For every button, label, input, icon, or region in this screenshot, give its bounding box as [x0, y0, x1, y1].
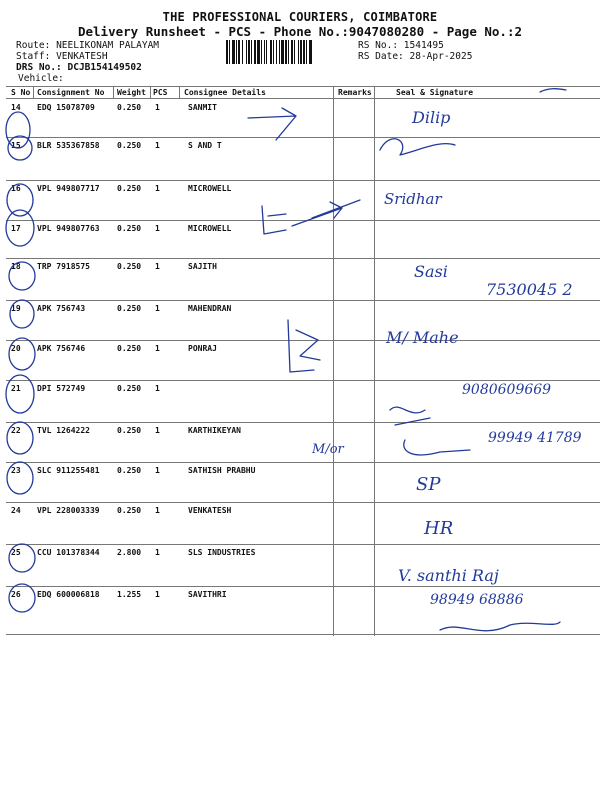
- handwritten-signature: Sasi: [414, 262, 448, 281]
- cell-consignee: PONRAJ: [188, 344, 217, 353]
- row-rule: [6, 258, 600, 259]
- col-header-remarks: Remarks: [338, 88, 372, 97]
- cell-weight: 0.250: [117, 466, 142, 475]
- row-rule: [6, 544, 600, 545]
- col-header-consignment: Consignment No: [37, 88, 105, 97]
- cell-pcs: 1: [155, 103, 160, 112]
- cell-consignee: MICROWELL: [188, 184, 232, 193]
- cell-sno: 25: [11, 548, 21, 557]
- cell-consignee: S AND T: [188, 141, 222, 150]
- col-divider: [33, 86, 34, 98]
- handwritten-phone: 9080609669: [462, 382, 552, 398]
- cell-sno: 21: [11, 384, 21, 393]
- cell-consignment: EDQ 600006818: [37, 590, 100, 599]
- cell-weight: 2.800: [117, 548, 142, 557]
- rs-date-label: RS Date:: [358, 51, 404, 62]
- rs-no-value: 1541495: [403, 40, 444, 51]
- cell-consignee: SATHISH PRABHU: [188, 466, 256, 475]
- handwritten-signature: SP: [416, 474, 441, 495]
- cell-pcs: 1: [155, 224, 160, 233]
- drs-value: DCJB154149502: [67, 62, 142, 73]
- rs-no-label: RS No.:: [358, 40, 399, 51]
- handwritten-signature: V. santhi Raj: [398, 566, 499, 585]
- cell-pcs: 1: [155, 184, 160, 193]
- handwritten-signature: Sridhar: [384, 190, 442, 208]
- row-rule: [6, 137, 600, 138]
- cell-consignment: APK 756743: [37, 304, 86, 313]
- cell-weight: 0.250: [117, 344, 142, 353]
- handwritten-signature: Dilip: [412, 108, 451, 127]
- rs-date-line: [358, 51, 472, 62]
- cell-weight: 0.250: [117, 184, 142, 193]
- col-divider: [113, 86, 114, 98]
- route-line: [16, 40, 159, 51]
- handwritten-signature: HR: [424, 518, 454, 539]
- cell-pcs: 1: [155, 384, 160, 393]
- col-header-pcs: PCS: [153, 88, 168, 97]
- cell-consignment: DPI 572749: [37, 384, 86, 393]
- cell-weight: 0.250: [117, 224, 142, 233]
- row-rule: [6, 220, 600, 221]
- cell-pcs: 1: [155, 262, 160, 271]
- table-top-rule: [6, 86, 600, 87]
- row-rule: [6, 340, 600, 341]
- header-bottom-rule: [6, 98, 600, 99]
- col-divider-remarks: [333, 86, 334, 636]
- cell-pcs: 1: [155, 466, 160, 475]
- handwritten-phone: 7530045 2: [486, 280, 573, 299]
- col-divider: [150, 86, 151, 98]
- cell-consignment: VPL 949807763: [37, 224, 100, 233]
- drs-line: [16, 62, 142, 73]
- staff-value: VENKATESH: [56, 51, 108, 62]
- cell-pcs: 1: [155, 141, 160, 150]
- drs-label: DRS No.:: [16, 62, 62, 73]
- cell-pcs: 1: [155, 304, 160, 313]
- cell-sno: 20: [11, 344, 21, 353]
- handwritten-phone: 98949 68886: [430, 592, 524, 608]
- cell-weight: 0.250: [117, 426, 142, 435]
- cell-consignee: KARTHIKEYAN: [188, 426, 241, 435]
- cell-sno: 19: [11, 304, 21, 313]
- barcode: [226, 40, 354, 64]
- staff-line: [16, 51, 108, 62]
- cell-weight: 0.250: [117, 262, 142, 271]
- cell-consignee: SAVITHRI: [188, 590, 227, 599]
- cell-pcs: 1: [155, 344, 160, 353]
- cell-weight: 1.255: [117, 590, 142, 599]
- cell-consignment: BLR 535367858: [37, 141, 100, 150]
- row-rule: [6, 502, 600, 503]
- cell-consignment: VPL 228003339: [37, 506, 100, 515]
- cell-pcs: 1: [155, 590, 160, 599]
- cell-sno: 23: [11, 466, 21, 475]
- cell-sno: 14: [11, 103, 21, 112]
- cell-sno: 24: [11, 506, 21, 515]
- cell-weight: 0.250: [117, 304, 142, 313]
- cell-consignment: TRP 7918575: [37, 262, 90, 271]
- cell-sno: 16: [11, 184, 21, 193]
- cell-sno: 18: [11, 262, 21, 271]
- col-header-weight: Weight: [117, 88, 146, 97]
- col-header-consignee: Consignee Details: [184, 88, 266, 97]
- cell-pcs: 1: [155, 548, 160, 557]
- cell-sno: 15: [11, 141, 21, 150]
- rs-no-line: [358, 40, 444, 51]
- cell-consignment: SLC 911255481: [37, 466, 100, 475]
- col-header-sno: S No: [11, 88, 31, 97]
- handwritten-phone: 99949 41789: [488, 430, 582, 446]
- row-rule: [6, 586, 600, 587]
- row-rule: [6, 300, 600, 301]
- cell-consignment: APK 756746: [37, 344, 86, 353]
- company-title: THE PROFESSIONAL COURIERS, COIMBATORE: [162, 10, 438, 24]
- col-divider: [179, 86, 180, 98]
- rs-date-value: 28-Apr-2025: [409, 51, 473, 62]
- cell-consignment: TVL 1264222: [37, 426, 90, 435]
- row-rule: [6, 634, 600, 635]
- cell-pcs: 1: [155, 506, 160, 515]
- staff-label: Staff:: [16, 51, 51, 62]
- route-value: NEELIKONAM PALAYAM: [56, 40, 160, 51]
- cell-consignment: EDQ 15078709: [37, 103, 95, 112]
- cell-pcs: 1: [155, 426, 160, 435]
- col-divider-seal: [374, 86, 375, 636]
- cell-consignment: CCU 101378344: [37, 548, 100, 557]
- route-label: Route:: [16, 40, 51, 51]
- cell-consignee: MAHENDRAN: [188, 304, 232, 313]
- cell-consignment: VPL 949807717: [37, 184, 100, 193]
- row-rule: [6, 180, 600, 181]
- cell-sno: 26: [11, 590, 21, 599]
- cell-consignee: SANMIT: [188, 103, 217, 112]
- cell-sno: 17: [11, 224, 21, 233]
- cell-consignee: SAJITH: [188, 262, 217, 271]
- cell-sno: 22: [11, 426, 21, 435]
- vehicle-label: Vehicle:: [18, 73, 64, 84]
- col-header-seal: Seal & Signature: [396, 88, 474, 97]
- handwritten-signature: M/ Mahe: [386, 328, 459, 347]
- handwritten-remark: M/or: [312, 442, 344, 457]
- cell-consignee: VENKATESH: [188, 506, 232, 515]
- row-rule: [6, 422, 600, 423]
- row-rule: [6, 462, 600, 463]
- cell-weight: 0.250: [117, 103, 142, 112]
- cell-weight: 0.250: [117, 141, 142, 150]
- cell-consignee: SLS INDUSTRIES: [188, 548, 256, 557]
- runsheet-subtitle: Delivery Runsheet - PCS - Phone No.:9047080280 - Page No.:2: [77, 24, 522, 39]
- cell-consignee: MICROWELL: [188, 224, 232, 233]
- sno-circle: [9, 338, 35, 370]
- cell-weight: 0.250: [117, 384, 142, 393]
- row-rule: [6, 380, 600, 381]
- cell-weight: 0.250: [117, 506, 142, 515]
